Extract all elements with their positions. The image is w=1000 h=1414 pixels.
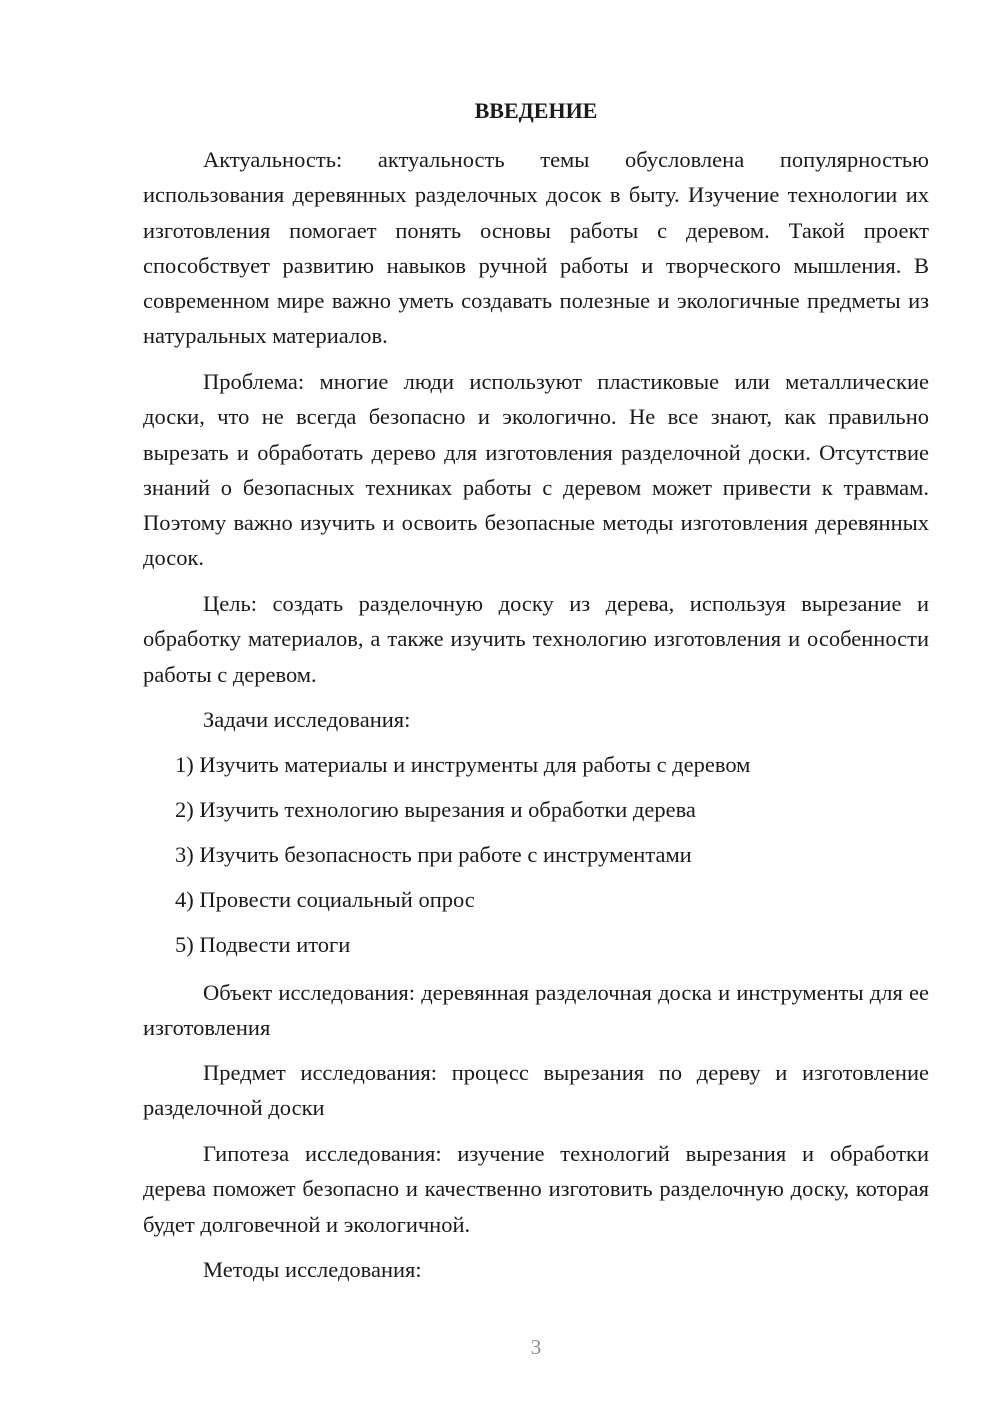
hypothesis-paragraph: Гипотеза исследования: изучение технологий вырезания и обработки дерева поможет безопасно и качественно изготовить разделочную доску, которая будет долговечной и экологичной.	[143, 1141, 929, 1237]
goal-paragraph: Цель: создать разделочную доску из дерева, используя вырезание и обработку материалов, а также изучить технологию изготовления и особенности работы с деревом.	[143, 591, 929, 687]
section-title: ВВЕДЕНИЕ	[474, 98, 598, 123]
relevance-paragraph: Актуальность: актуальность темы обусловлена популярностью использования деревянных разделочных досок в быту. Изучение технологии их изготовления помогает понять основы работы с деревом. Такой проект способствует развитию навыков ручной работы и творческого мышления. В современном мире важно уметь создавать полезные и экологичные предметы из натуральных материалов.	[143, 147, 929, 349]
task-item: 5) Подвести итоги	[175, 932, 351, 957]
task-item: 3) Изучить безопасность при работе с инструментами	[175, 842, 692, 867]
document-page	[143, 0, 929, 1414]
methods-heading: Методы исследования:	[203, 1257, 422, 1282]
problem-paragraph: Проблема: многие люди используют пластиковые или металлические доски, что не всегда безопасно и экологично. Не все знают, как правильно вырезать и обработать дерево для изготовления разделочной доски. Отсутствие знаний о безопасных техниках работы с деревом может привести к травмам. Поэтому важно изучить и освоить безопасные методы изготовления деревянных досок.	[143, 369, 929, 571]
task-item: 2) Изучить технологию вырезания и обработки дерева	[175, 797, 696, 822]
subject-paragraph: Предмет исследования: процесс вырезания по дереву и изготовление разделочной доски	[143, 1060, 929, 1121]
task-item: 4) Провести социальный опрос	[175, 887, 475, 912]
page-number: 3	[530, 1335, 542, 1359]
tasks-heading: Задачи исследования:	[203, 707, 411, 732]
object-paragraph: Объект исследования: деревянная разделочная доска и инструменты для ее изготовления	[143, 980, 929, 1041]
task-item: 1) Изучить материалы и инструменты для работы с деревом	[175, 752, 751, 777]
